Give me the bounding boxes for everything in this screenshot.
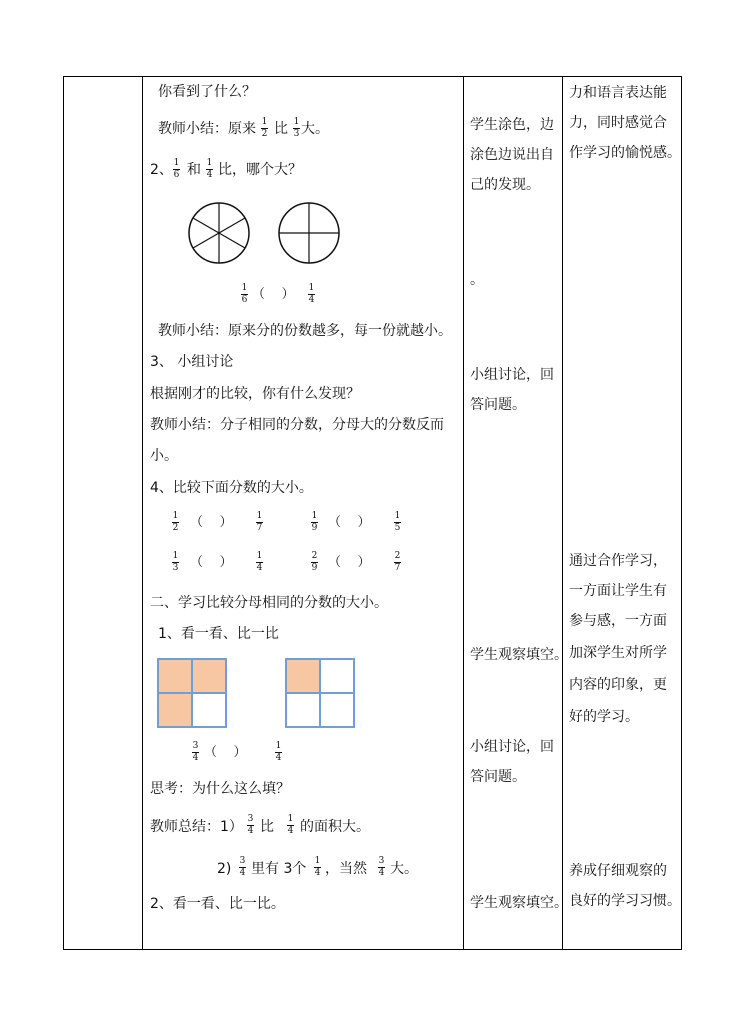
part-2-title: 二、学习比较分母相同的分数的大小。 [150,595,388,611]
student-activity-1-line-3: 己的发现。 [470,177,540,193]
question-2-text-a: 2、 [150,162,173,178]
design-intent-2-line-4: 加深学生对所学 [569,645,667,661]
conclusion-1-frac-a: 3 4 [247,814,254,836]
student-activity-mark: 。 [470,272,484,288]
exercise-4-blank[interactable]: （ ） [328,555,371,570]
think-why: 思考：为什么这么填？ [150,781,290,797]
square-one-quarter-diagram [285,658,355,728]
conclusion-2-frac-c: 3 4 [378,856,385,878]
design-intent-3-line-1: 养成仔细观察的 [569,863,667,879]
look-compare-2-title: 2、看一看、比一比。 [150,896,285,912]
conclusion-2-frac-b: 1 4 [314,856,321,878]
exercise-1-left: 1 2 [172,511,179,533]
table-bottom-border [63,949,682,950]
design-intent-2-line-3: 参与感，一方面 [569,613,667,629]
summary-1-text-b: 比 [274,121,288,137]
summary-1-text-c: 大。 [301,121,329,137]
conclusion-2-c: ，当然 [325,861,367,877]
design-intent-1-line-3: 作学习的愉悦感。 [569,145,681,161]
fraction-one-sixth-compare: 1 6 [241,283,248,305]
student-activity-2-line-1: 小组讨论，回 [470,367,554,383]
conclusion-2-a: 2) [217,861,232,877]
fraction-one-quarter: 1 4 [206,158,213,180]
exercise-1-blank[interactable]: （ ） [190,515,233,530]
answer-blank-squares[interactable]: （ ） [204,745,247,760]
circle-quarters-diagram [277,201,341,265]
summary-2: 教师小结：原来分的份数越多，每一份就越小。 [158,323,452,339]
student-activity-4-line-1: 小组讨论，回 [470,739,554,755]
design-intent-1-line-2: 力，同时感觉合 [569,115,667,131]
conclusion-1-b: 比 [260,819,274,835]
answer-blank-1[interactable]: （ ） [252,287,295,302]
student-activity-1-line-1: 学生涂色，边 [470,117,554,133]
design-intent-2-line-1: 通过合作学习， [569,553,667,569]
design-intent-3-line-2: 良好的学习习惯。 [569,893,681,909]
circle-sixths-diagram [187,201,251,265]
exercise-1-right: 1 7 [256,511,263,533]
table-col-border-2 [142,76,143,950]
student-activity-5: 学生观察填空。 [470,895,568,911]
student-activity-3: 学生观察填空。 [470,647,568,663]
fraction-quarter-compare: 1 4 [275,741,282,763]
summary-1-text-a: 教师小结：原来 [158,121,256,137]
summary-3-line-2: 小。 [150,448,178,464]
fraction-one-quarter-compare: 1 4 [308,283,315,305]
question-what-seen: 你看到了什么？ [158,84,256,100]
conclusion-2-d: 大。 [390,861,418,877]
table-col-border-5 [681,76,682,950]
student-activity-4-line-2: 答问题。 [470,769,526,785]
student-activity-1-line-2: 涂色边说出自 [470,147,554,163]
student-activity-2-line-2: 答问题。 [470,397,526,413]
question-findings: 根据刚才的比较，你有什么发现？ [150,386,360,402]
design-intent-1-line-1: 力和语言表达能 [569,85,667,101]
square-three-quarters-diagram [157,658,227,728]
conclusion-2-b: 里有 3个 [251,861,307,877]
look-compare-title: 1、看一看、比一比 [158,626,279,642]
section-4-title: 4、比较下面分数的大小。 [150,480,313,496]
exercise-2-blank[interactable]: （ ） [328,515,371,530]
summary-3-line-1: 教师小结：分子相同的分数，分母大的分数反而 [150,417,444,433]
fraction-one-third: 1 3 [293,117,300,139]
exercise-4-left: 2 9 [311,551,318,573]
conclusion-1-a: 教师总结：1） [150,819,243,835]
design-intent-2-line-2: 一方面让学生有 [569,583,667,599]
table-col-border-1 [63,76,64,950]
design-intent-2-line-6: 好的学习。 [569,709,639,725]
table-col-border-3 [463,76,464,950]
conclusion-1-frac-b: 1 4 [287,814,294,836]
conclusion-1-c: 的面积大。 [300,819,370,835]
exercise-2-left: 1 9 [311,511,318,533]
section-3-title: 3、 小组讨论 [150,354,234,370]
fraction-one-half: 1 2 [261,117,268,139]
table-top-border [63,76,682,77]
fraction-three-quarters-compare: 3 4 [192,741,199,763]
exercise-4-right: 2 7 [394,551,401,573]
table-col-border-4 [562,76,563,950]
question-2-text-b: 和 [187,162,201,178]
design-intent-2-line-5: 内容的印象，更 [569,677,667,693]
conclusion-2-frac-a: 3 4 [239,856,246,878]
exercise-2-right: 1 5 [394,511,401,533]
fraction-one-sixth: 1 6 [173,158,180,180]
exercise-3-blank[interactable]: （ ） [190,555,233,570]
question-2-text-c: 比，哪个大？ [218,162,302,178]
exercise-3-left: 1 3 [172,551,179,573]
exercise-3-right: 1 4 [256,551,263,573]
